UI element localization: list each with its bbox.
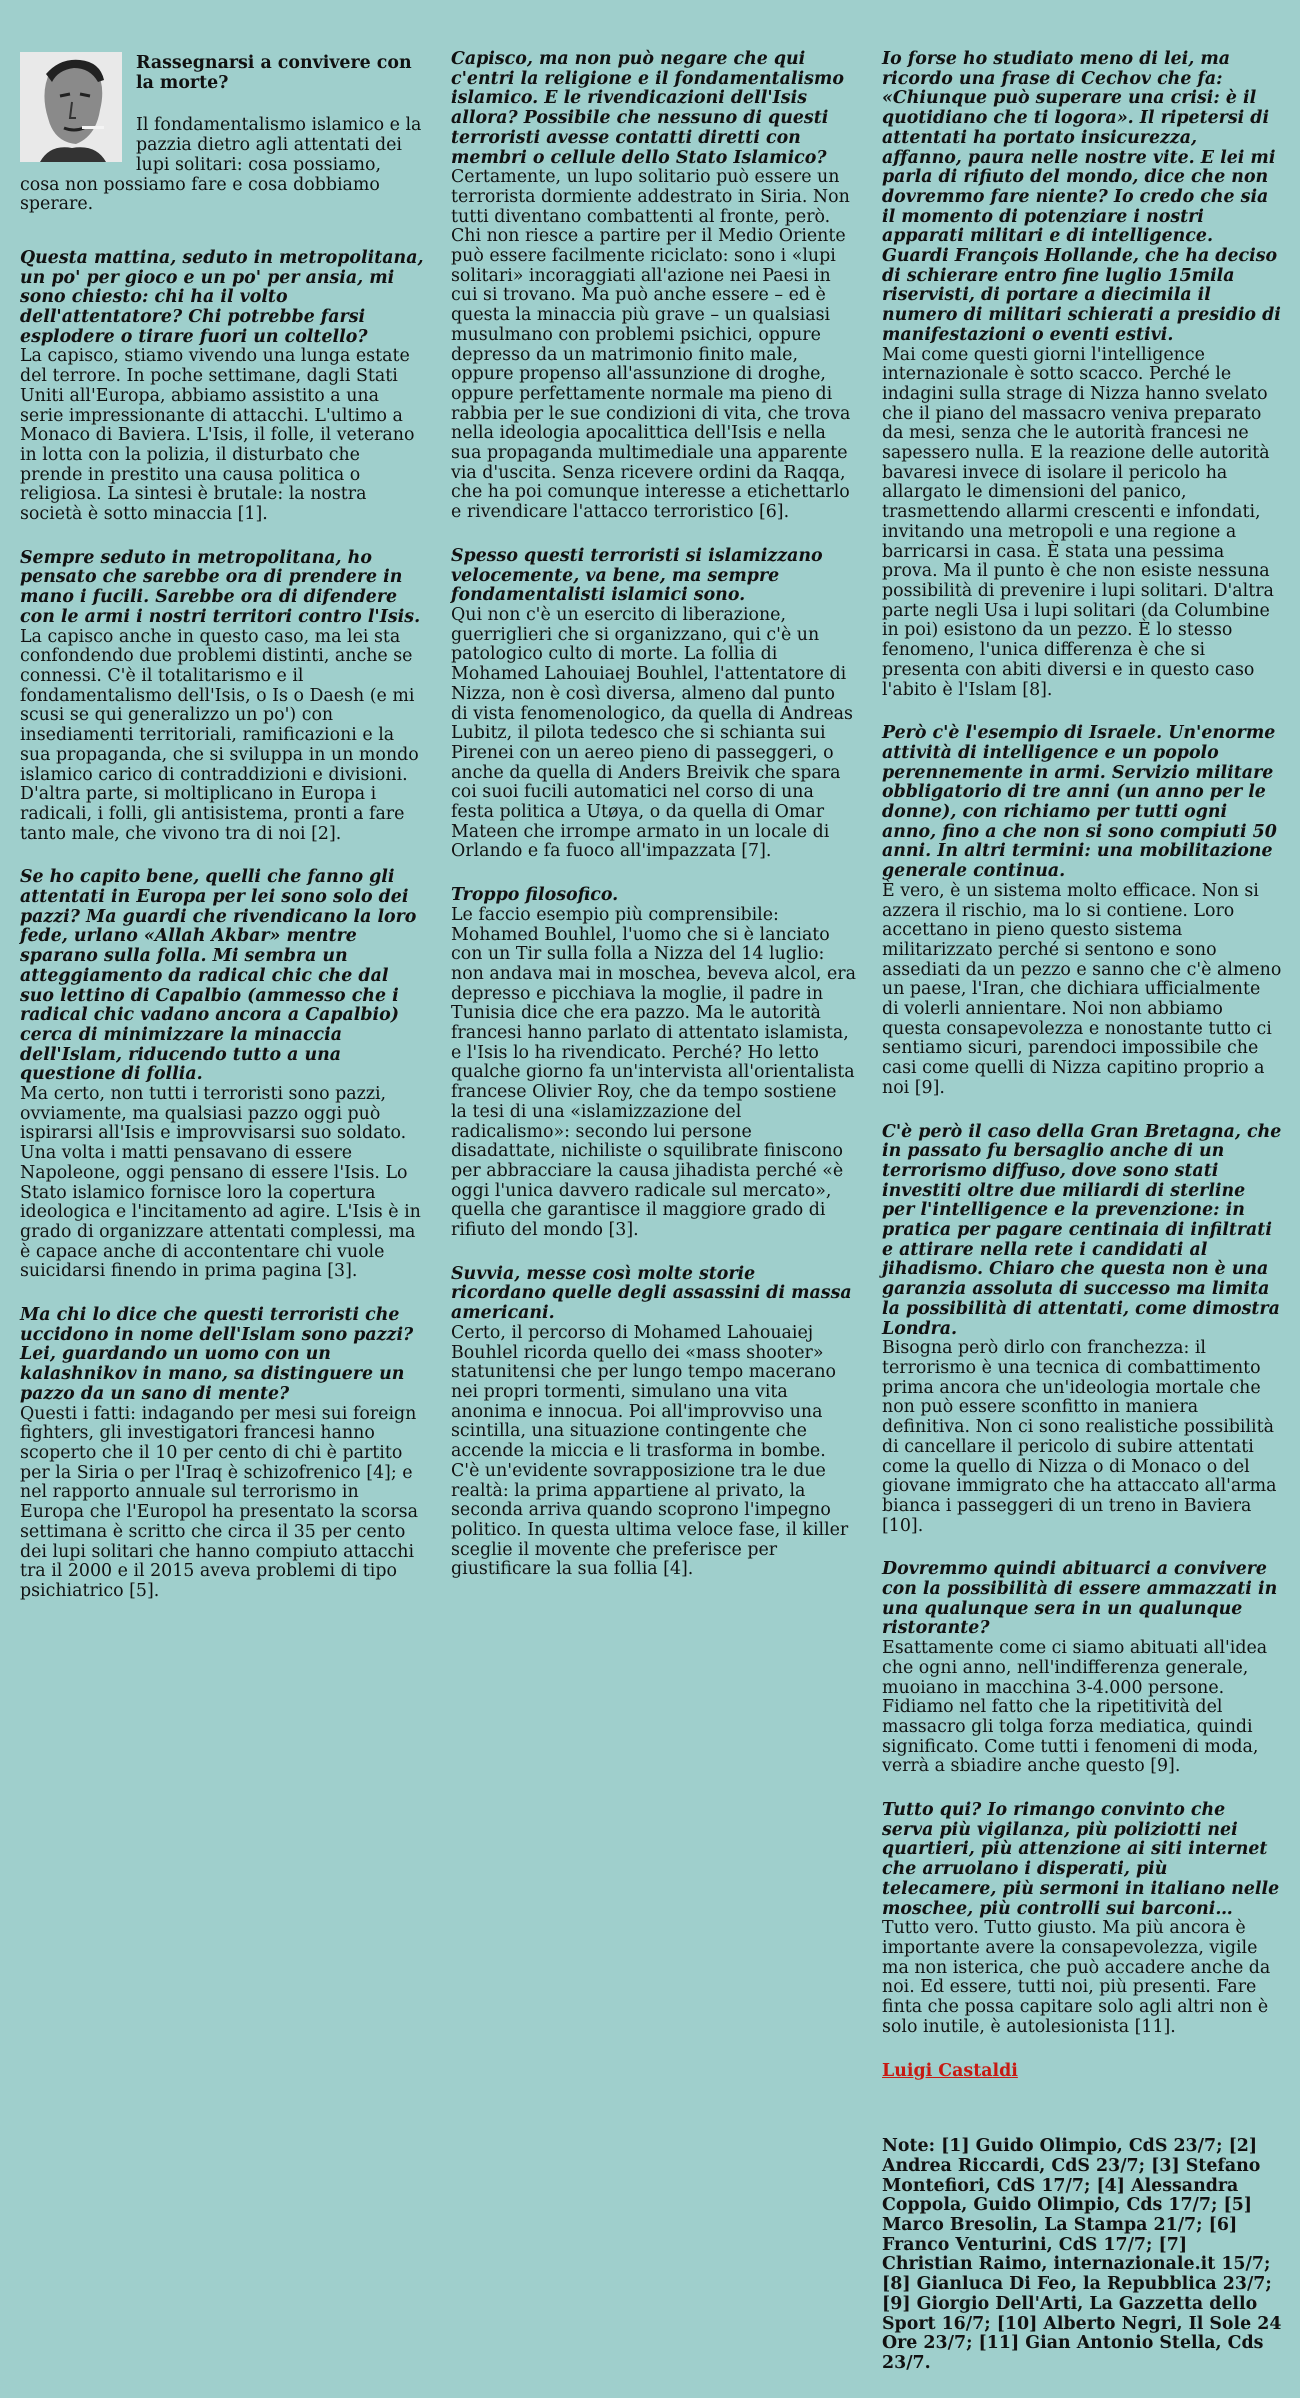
article-column-3 bbox=[882, 50, 1282, 2398]
author-line bbox=[882, 2062, 1282, 2082]
question: Questa mattina, seduto in metropolitana, un po' per gioco e un po' per ansia, mi sono chiesto: chi ha il volto dell'attentatore? Chi potrebbe farsi esplodere o tirare fuori un coltello? bbox=[20, 247, 424, 347]
question: Io forse ho studiato meno di lei, ma ricordo una frase di Cechov che fa: «Chiunque può superare una crisi: è il quotidiano che ti logora». Il ripetersi di attentati ha portato insicurezza, affanno, paura nelle nostre vite. E lei mi parla di rifiuto del mondo, dice che non dovremmo fare niente? Io credo che sia il momento di potenziare i nostri apparati militari e di intelligence. Guardi François Hollande, che ha deciso di schierare entro fine luglio 15mila riservisti, di portare a diecimila il numero di militari schierati a presidio di manifestazioni o eventi estivi. bbox=[882, 49, 1281, 345]
answer: Certamente, un lupo solitario può essere un terrorista dormiente addestrato in Siria. Non tutti diventano combattenti al fronte, però. Chi non riesce a partire per il Medio Oriente può essere facilmente riciclato: sono i «lupi solitari» incoraggiati all'azione nei Paesi in cui si trovano. Ma può anche essere – ed è questa la minaccia più grave – un qualsiasi musulmano con problemi psichici, oppure depresso da un matrimonio finito male, oppure propenso all'assunzione di droghe, oppure perfettamente normale ma pieno di rabbia per le sue condizioni di vita, che trova nella ideologia apocalittica dell'Isis e nella sua propaganda multimediale una apparente via d'uscita. Senza ricevere ordini da Raqqa, che ha poi comunque interesse a etichettarlo e rivendicare l'attacco terroristico [6]. bbox=[451, 167, 851, 523]
source-notes: Note: [1] Guido Olimpio, CdS 23/7; [2] Andrea Riccardi, CdS 23/7; [3] Stefano Montefiori, CdS 17/7; [4] Alessandra Coppola, Guido Olimpio, Cds 17/7; [5] Marco Bresolin, La Stampa 21/7; [6] Franco Venturini, CdS 17/7; [7] Christian Raimo, internazionale.it 15/7; [8] Gianluca Di Feo, la Repubblica 23/7; [9] Giorgio Dell'Arti, La Gazzetta dello Sport 16/7; [10] Alberto Negri, Il Sole 24 Ore 23/7; [11] Gian Antonio Stella, Cds 23/7. bbox=[882, 2136, 1282, 2373]
question: C'è però il caso della Gran Bretagna, che in passato fu bersaglio anche di un terrorismo diffuso, dove sono stati investiti oltre due miliardi di sterline per l'intelligence e la prevenzione: in pratica per pagare centinaia di infiltrati e attirare nella rete i candidati al jihadismo. Chiaro che questa non è una garanzia assoluta di successo ma limita la possibilità di attentati, come dimostra Londra. bbox=[882, 1121, 1282, 1339]
question: Spesso questi terroristi si islamizzano velocemente, va bene, ma sempre fondamentalisti islamici sono. bbox=[451, 545, 823, 606]
question: Capisco, ma non può negare che qui c'entri la religione e il fondamentalismo islamico. E le rivendicazioni dell'Isis allora? Possibile che nessuno di questi terroristi avesse contatti diretti con membri o cellule dello Stato Islamico? bbox=[451, 49, 844, 168]
answer: Ma certo, non tutti i terroristi sono pazzi, ovviamente, ma qualsiasi pazzo oggi può ispirarsi all'Isis e improvvisarsi suo soldato. Una volta i matti pensavano di essere Napoleone, oggi pensano di essere l'Isis. Lo Stato islamico fornisce loro la copertura ideologica e l'incitamento ad agire. L'Isis è in grado di organizzare attentati complessi, ma è capace anche di accontentare chi vuole suicidarsi finendo in prima pagina [3]. bbox=[20, 1084, 421, 1282]
answer: Tutto vero. Tutto giusto. Ma più ancora è importante avere la consapevolezza, vigile ma non isterica, che può accadere anche da noi. Ed essere, tutti noi, più presenti. Fare finta che possa capitare solo agli altri non è solo inutile, è autolesionista [11]. bbox=[882, 1918, 1271, 2037]
answer: Esattamente come ci siamo abituati all'idea che ogni anno, nell'indifferenza generale, muoiano in macchina 3-4.000 persone. Fidiamo nel fatto che la ripetitività del massacro gli tolga forza mediatica, quindi significato. Come tutti i fenomeni di moda, verrà a sbiadire anche questo [9]. bbox=[882, 1638, 1268, 1777]
qa-block bbox=[451, 1265, 856, 1580]
question: Ma chi lo dice che questi terroristi che uccidono in nome dell'Islam sono pazzi? Lei, guardando un uomo con un kalashnikov in mano, sa distinguere un pazzo da un sano di mente? bbox=[20, 1305, 414, 1404]
article-intro-text: Il fondamentalismo islamico e la pazzia dietro agli attentati dei lupi solitari: cosa possiamo, cosa non possiamo fare e cosa dobbiamo sperare. bbox=[20, 115, 422, 215]
qa-block bbox=[20, 549, 424, 845]
qa-block bbox=[451, 547, 856, 862]
answer: La capisco anche in questo caso, ma lei sta confondendo due problemi distinti, anche se connessi. C'è il totalitarismo e il fondamentalismo dell'Isis, o Is o Daesh (e mi scusi se qui generalizzo un po') con insediamenti territoriali, ramificazioni e la sua propaganda, che si sviluppa in un mondo islamico carico di contraddizioni e divisioni. D'altra parte, si moltiplicano in Europa i radicali, i folli, gli antisistema, pronti a fare tanto male, che vivono tra di noi [2]. bbox=[20, 626, 419, 844]
article-column-2 bbox=[451, 50, 856, 1604]
qa-block bbox=[882, 724, 1282, 1098]
qa-block bbox=[882, 1801, 1282, 2037]
article-headline: Rassegnarsi a convivere con la morte? bbox=[136, 53, 412, 93]
author-link[interactable]: Luigi Castaldi bbox=[882, 2060, 1018, 2081]
answer: Le faccio esempio più comprensibile: Mohamed Bouhlel, l'uomo che si è lanciato con un Tir sulla folla a Nizza del 14 luglio: non andava mai in moschea, beveva alcol, era depresso e picchiava la moglie, il padre in Tunisia dice che era pazzo. Ma le autorità francesi hanno parlato di attentato islamista, e l'Isis lo ha rivendicato. Perché? Ho letto qualche giorno fa un'intervista all'orientalista francese Olivier Roy, che da tempo sostiene la tesi di una «islamizzazione del radicalismo»: secondo lui persone disadattate, nichiliste o squilibrate finiscono per abbracciare la causa jihadista perché «è oggi l'unica davvero radicale sul mercato», quella che garantisce il maggiore grado di rifiuto del mondo [3]. bbox=[451, 904, 856, 1241]
qa-block bbox=[882, 50, 1282, 700]
answer: La capisco, stiamo vivendo una lunga estate del terrore. In poche settimane, dagli Stati Uniti all'Europa, abbiamo assistito a una serie impressionante di attacchi. L'ultimo a Monaco di Baviera. L'Isis, il folle, il veterano in lotta con la polizia, il disturbato che prende in prestito una causa politica o religiosa. La sintesi è brutale: la nostra società è sotto minaccia [1]. bbox=[20, 346, 415, 525]
question: Però c'è l'esempio di Israele. Un'enorme attività di intelligence e un popolo perennemente in armi. Servizio militare obbligatorio di tre anni (un anno per le donne), con richiamo per tutti ogni anno, fino a che non si sono compiuti 50 anni. In altri termini: una mobilitazione generale continua. bbox=[882, 723, 1277, 882]
author-photo bbox=[20, 52, 122, 162]
qa-block bbox=[451, 886, 856, 1241]
article-intro bbox=[20, 50, 424, 215]
qa-block bbox=[20, 868, 424, 1282]
question: Sempre seduto in metropolitana, ho pensato che sarebbe ora di prendere in mano i fucili. Sarebbe ora di difendere con le armi i nostri territori contro l'Isis. bbox=[20, 547, 421, 627]
qa-block bbox=[20, 249, 424, 525]
answer: Qui non c'è un esercito di liberazione, guerriglieri che si organizzano, qui c'è un patologico culto di morte. La follia di Mohamed Lahouiaej Bouhlel, l'attentatore di Nizza, non è così diversa, almeno dal punto di vista fenomenologico, da quella di Andreas Lubitz, il pilota tedesco che si schianta sui Pirenei con un aereo pieno di passeggeri, o anche da quella di Anders Breivik che spara coi suoi fucili automatici nel corso di una festa politica a Utøya, o da quella di Omar Mateen che irrompe armato in un locale di Orlando e fa fuoco all'impazzata [7]. bbox=[451, 604, 853, 862]
question: Suvvia, messe così molte storie ricordano quelle degli assassini di massa americani. bbox=[451, 1263, 852, 1324]
qa-block bbox=[20, 1306, 424, 1602]
answer: Questi i fatti: indagando per mesi sui foreign fighters, gli investigatori francesi hanno scoperto che il 10 per cento di chi è partito per la Siria o per l'Iraq è schizofrenico [4]; e nel rapporto annuale sul terrorismo in Europa che l'Europol ha presentato la scorsa settimana è scritto che circa il 35 per cento dei lupi solitari che hanno compiuto attacchi tra il 2000 e il 2015 aveva problemi di tipo psichiatrico [5]. bbox=[20, 1403, 418, 1601]
article-column-1 bbox=[20, 50, 424, 1626]
question: Dovremmo quindi abituarci a convivere con la possibilità di essere ammazzati in una qualunque sera in un qualunque ristorante? bbox=[882, 1559, 1278, 1639]
qa-block bbox=[882, 1123, 1282, 1537]
answer: Bisogna però dirlo con franchezza: il terrorismo è una tecnica di combattimento prima ancora che un'ideologia mortale che non può essere sconfitto in maniera definitiva. Non ci sono realistiche possibilità di cancellare il pericolo di subire attentati come la quello di Nizza o di Monaco o del giovane immigrato che ha attaccato all'arma bianca i passeggeri di un treno in Baviera [10]. bbox=[882, 1338, 1277, 1536]
question: Tutto qui? Io rimango convinto che serva più vigilanza, più poliziotti nei quartieri, più attenzione ai siti internet che arruolano i disperati, più telecamere, più sermoni in italiano nelle moschee, più controlli sui barconi… bbox=[882, 1800, 1280, 1919]
qa-block bbox=[451, 50, 856, 523]
answer: Mai come questi giorni l'intelligence internazionale è sotto scacco. Perché le indagini sulla strage di Nizza hanno svelato che il piano del massacro veniva preparato da mesi, senza che le autorità francesi ne sapessero nulla. E la reazione delle autorità bavaresi invece di isolare il pericolo ha allargato le dimensioni del panico, trasmettendo allarmi crescenti e infondati, invitando una metropoli e una regione a barricarsi in casa. È stata una pessima prova. Ma il punto è che non esiste nessuna possibilità di prevenire i lupi solitari. D'altra parte negli Usa i lupi solitari (da Columbine in poi) esistono da un pezzo. È lo stesso fenomeno, l'unica differenza è che si presenta con abiti diversi e in questo caso l'abito è l'Islam [8]. bbox=[882, 344, 1274, 700]
answer: È vero, è un sistema molto efficace. Non si azzera il rischio, ma lo si contiene. Loro accettano in pieno questo sistema militarizzato perché si sentono e sono assediati da un pezzo e sanno che c'è almeno un paese, l'Iran, che dichiara ufficialmente di volerli annientare. Noi non abbiamo questa consapevolezza e nonostante tutto ci sentiamo sicuri, parendoci impossibile che casi come quelli di Nizza capitino proprio a noi [9]. bbox=[882, 880, 1282, 1098]
question: Se ho capito bene, quelli che fanno gli attentati in Europa per lei sono solo dei pazzi? Ma guardi che rivendicano la loro fede, urlano «Allah Akbar» mentre sparano sulla folla. Mi sembra un atteggiamento da radical chic che dal suo lettino di Capalbio (ammesso che i radical chic vadano ancora a Capalbio) cerca di minimizzare la minaccia dell'Islam, riducendo tutto a una questione di follia. bbox=[20, 867, 417, 1085]
question: Troppo filosofico. bbox=[451, 885, 619, 906]
qa-block bbox=[882, 1560, 1282, 1777]
answer: Certo, il percorso di Mohamed Lahouaiej Bouhlel ricorda quello dei «mass shooter» statunitensi che per lungo tempo macerano nei propri tormenti, simulano una vita anonima e innocua. Poi all'improvviso una scintilla, una situazione contingente che accende la miccia e li trasforma in bombe. C'è un'evidente sovrapposizione tra le due realtà: la prima appartiene al privato, la seconda arriva quando scoprono l'impegno politico. In questa ultima veloce fase, il killer sceglie il movente che preferisce per giustificare la sua follia [4]. bbox=[451, 1322, 849, 1580]
